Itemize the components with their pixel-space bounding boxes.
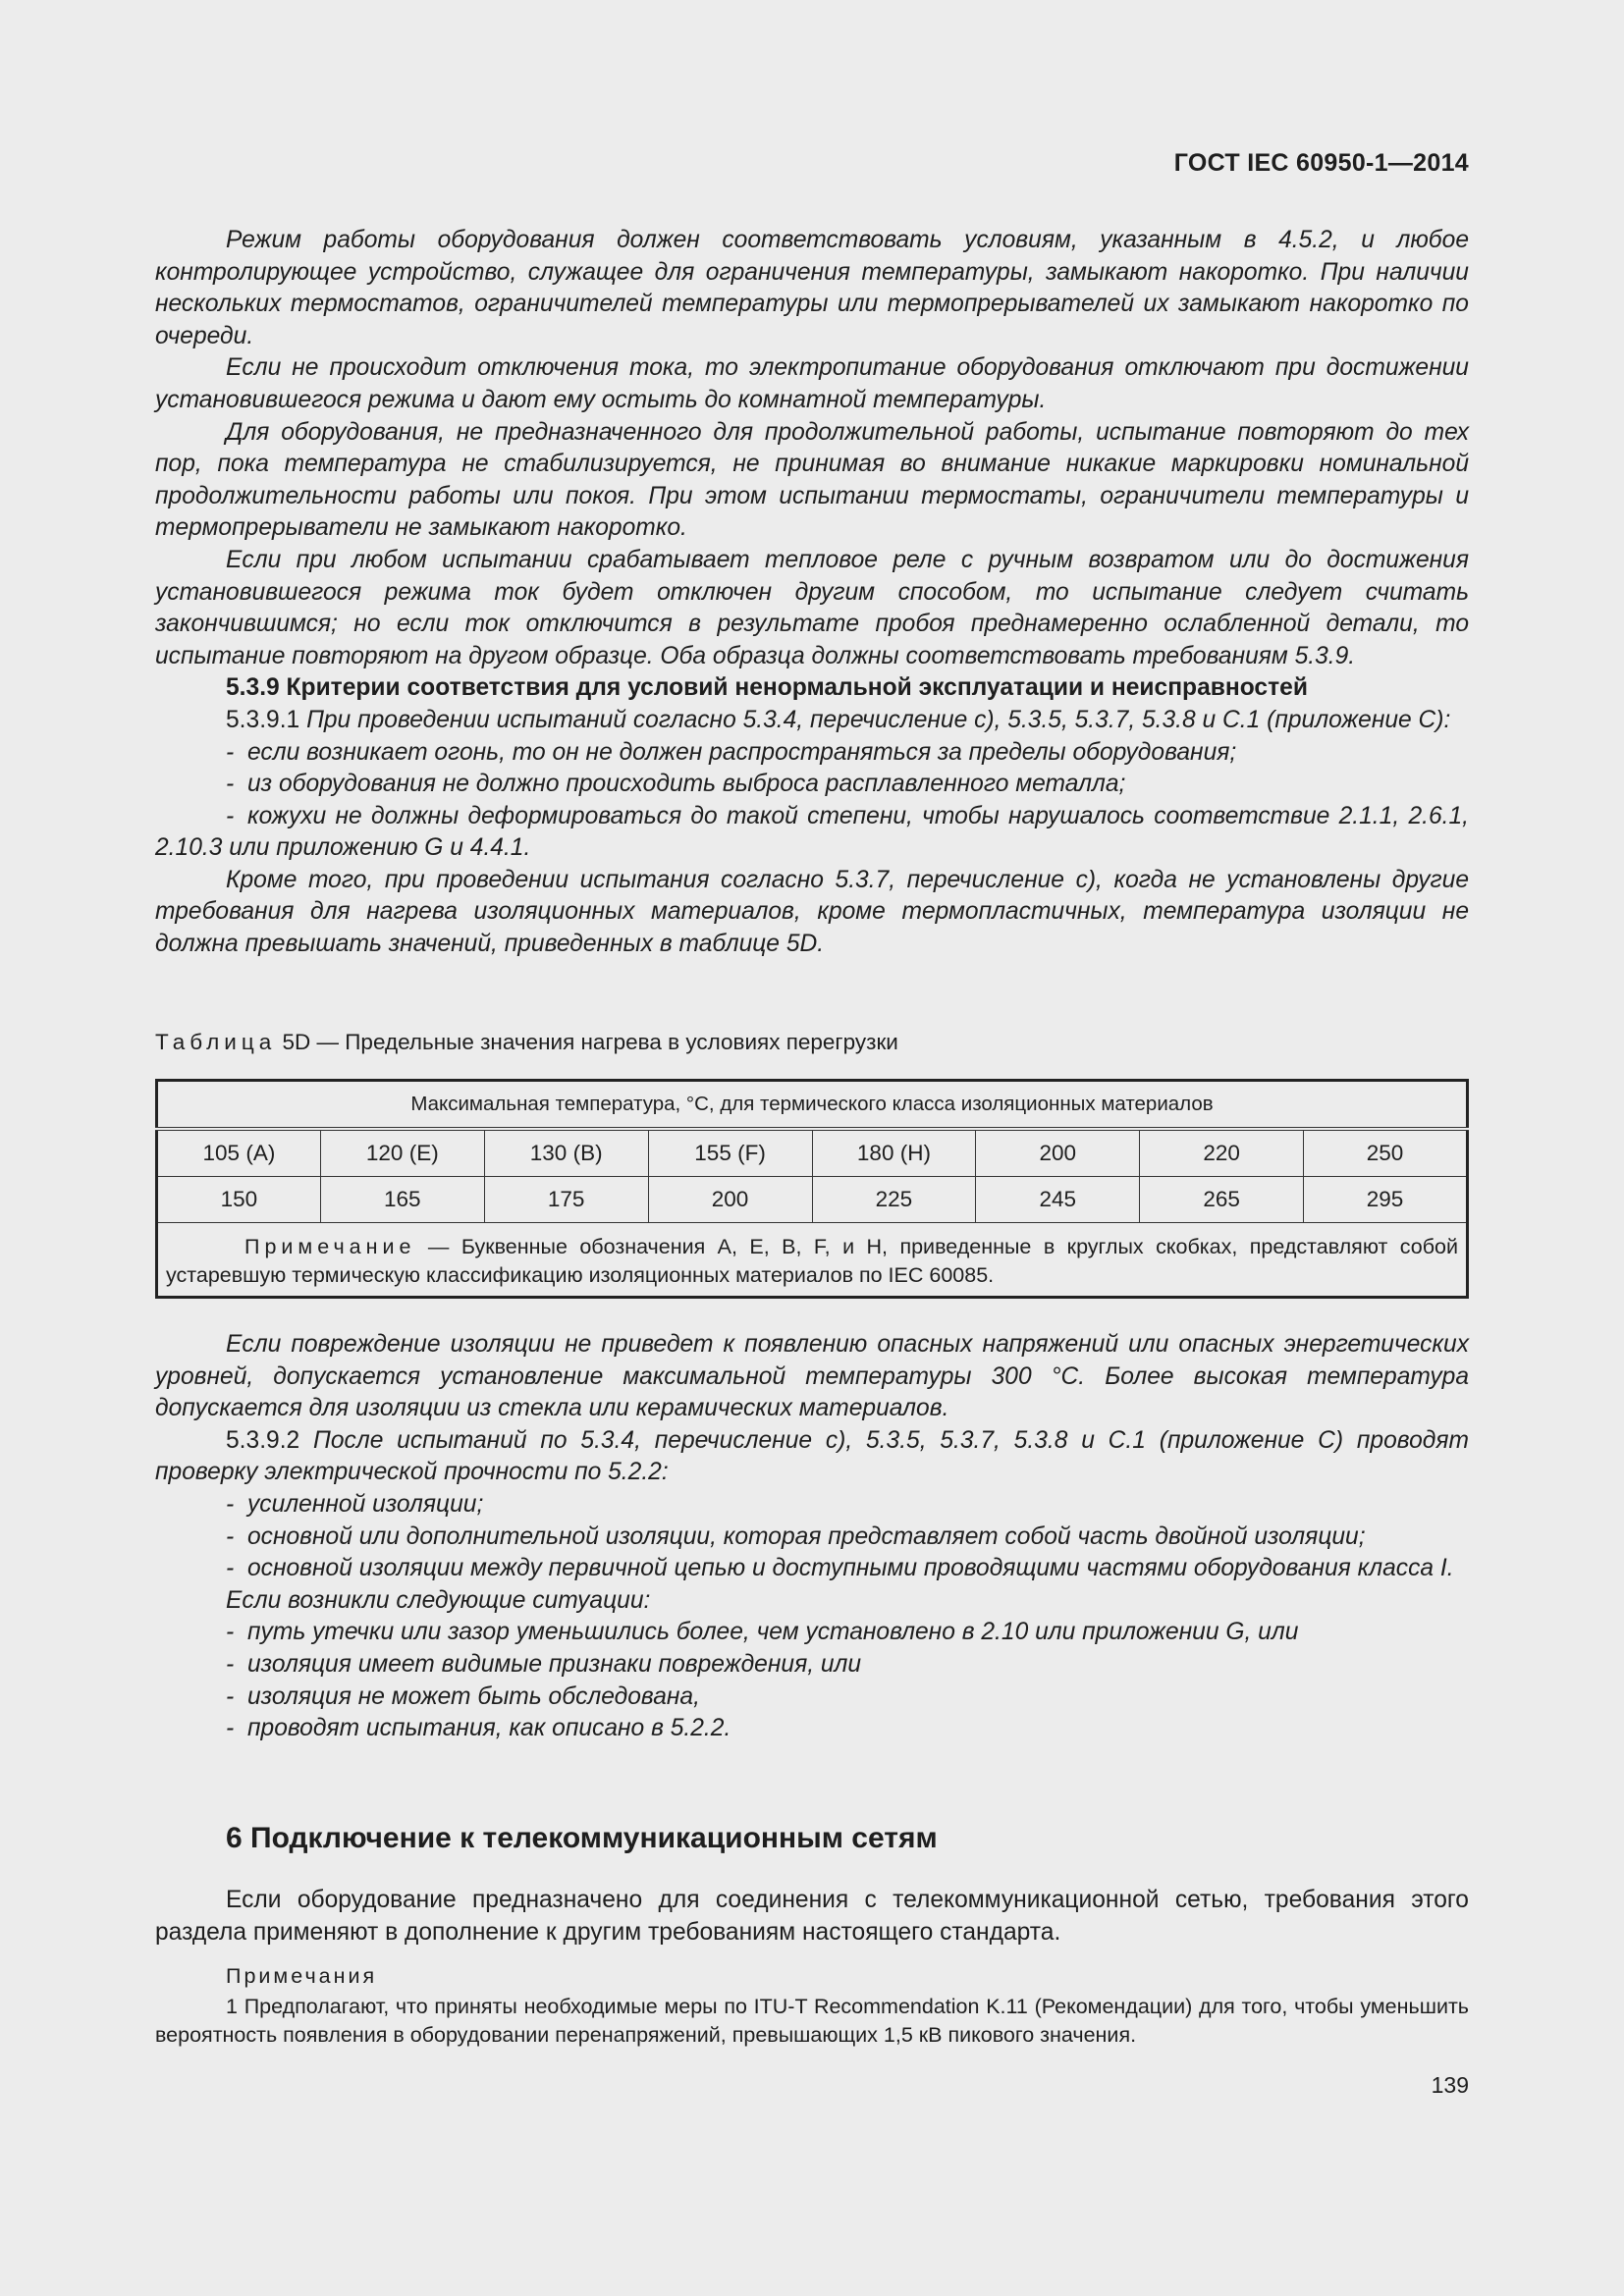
list-item: - основной или дополнительной изоляции, которая представляет собой часть двойной изоляции; <box>226 1522 1366 1550</box>
table-cell: 265 <box>1140 1177 1304 1223</box>
paragraph: Если при любом испытании срабатывает тепловое реле с ручным возвратом или до достижения установившегося режима ток будет отключен другим способом, то испытание следует считать закончившимся; но если ток отключится в результате пробоя преднамеренно ослабленной детали, то испытание повторяют на другом образце. Оба образца должны соответствовать требованиям 5.3.9. <box>155 546 1469 669</box>
list-item-text: основной или дополнительной изоляции, которая представляет собой часть двойной изоляции; <box>247 1522 1366 1550</box>
table-cell: 225 <box>812 1177 976 1223</box>
list-item: - изоляция не может быть обследована, <box>226 1682 700 1710</box>
list-item: - усиленной изоляции; <box>226 1490 484 1518</box>
paragraph: Если повреждение изоляции не приведет к появлению опасных напряжений или опасных энергетических уровней, допускается установление максимальной температуры 300 °С. Более высокая температура допускается для изоляции из стекла или керамических материалов. <box>155 1331 1469 1422</box>
list-item-text: изоляция имеет видимые признаки повреждения, или <box>247 1650 862 1678</box>
table-cell: 150 <box>157 1177 321 1223</box>
list-item-text: из оборудования не должно происходить выброса расплавленного металла; <box>247 771 1126 798</box>
list-item: - основной изоляции между первичной цепью и доступными проводящими частями оборудования класса I. <box>226 1555 1454 1582</box>
list-item-text: проводят испытания, как описано в 5.2.2. <box>247 1715 731 1742</box>
note-item: 1 Предполагают, что приняты необходимые меры по ITU-T Recommendation K.11 (Рекомендации) для того, чтобы уменьшить вероятность появления в оборудовании перенапряжений, превышающих 1,5 кВ пикового значения. <box>155 1995 1469 2047</box>
table-cell: 295 <box>1304 1177 1468 1223</box>
table-cell: 245 <box>976 1177 1140 1223</box>
table-cell: 165 <box>320 1177 484 1223</box>
table-row-temperatures <box>157 1177 1468 1223</box>
table-row-classes <box>157 1129 1468 1177</box>
table-cell: 175 <box>484 1177 648 1223</box>
table-caption-label: Таблица <box>155 1030 277 1054</box>
clause-number: 5.3.9.1 <box>226 706 300 733</box>
list-item: - изоляция имеет видимые признаки повреждения, или <box>226 1650 862 1678</box>
list-item: - путь утечки или зазор уменьшились более, чем установлено в 2.10 или приложении G, или <box>226 1619 1299 1646</box>
table-cell: 250 <box>1304 1129 1468 1177</box>
table-cell: 105 (A) <box>157 1129 321 1177</box>
paragraph: Кроме того, при проведении испытания согласно 5.3.7, перечисление с), когда не установлены другие требования для нагрева изоляционных материалов, кроме термопластичных, температура изоляции не должна превышать значений, приведенных в таблице 5D. <box>155 866 1469 958</box>
list-item: - проводят испытания, как описано в 5.2.2. <box>226 1715 731 1742</box>
table-note-text: — Буквенные обозначения А, Е, В, F, и Н, приведенные в круглых скобках, представляют собой устаревшую термическую классификацию изоляционных материалов по IEC 60085. <box>166 1235 1458 1287</box>
list-item-text: основной изоляции между первичной цепью и доступными проводящими частями оборудования класса I. <box>247 1555 1454 1582</box>
table-cell: 180 (H) <box>812 1129 976 1177</box>
clause-intro: После испытаний по 5.3.4, перечисление с), 5.3.5, 5.3.7, 5.3.8 и С.1 (приложение С) проводят проверку электрической прочности по 5.2.2: <box>155 1426 1469 1486</box>
table-cell: 130 (B) <box>484 1129 648 1177</box>
list-item: - кожухи не должны деформироваться до такой степени, чтобы нарушалось соответствие 2.1.1, 2.6.1, 2.10.3 или приложению G и 4.4.1. <box>155 802 1469 862</box>
clause-title: 5.3.9 Критерии соответствия для условий ненормальной эксплуатации и неисправностей <box>226 674 1308 702</box>
section-body <box>155 1885 1469 1949</box>
table-cell: 155 (F) <box>648 1129 812 1177</box>
table-caption-text: 5D — Предельные значения нагрева в условиях перегрузки <box>282 1030 898 1054</box>
clause-number: 5.3.9.2 <box>226 1426 300 1454</box>
list-item: - если возникает огонь, то он не должен распространяться за пределы оборудования; <box>226 738 1237 766</box>
document-id: ГОСТ IEC 60950-1—2014 <box>1173 149 1469 177</box>
notes-label: Примечания <box>226 1964 378 1988</box>
body-text-top <box>155 225 1469 961</box>
table-cell: 200 <box>648 1177 812 1223</box>
paragraph: Если не происходит отключения тока, то электропитание оборудования отключают при достижении установившегося режима и дают ему остыть до комнатной температуры. <box>155 354 1469 413</box>
paragraph: Если возникли следующие ситуации: <box>226 1586 651 1614</box>
clause-5-3-9-2 <box>155 1425 1469 1489</box>
paragraph: Если оборудование предназначено для соединения с телекоммуникационной сетью, требования этого раздела применяют в дополнение к другим требованиям настоящего стандарта. <box>155 1887 1469 1946</box>
list-item-text: если возникает огонь, то он не должен распространяться за пределы оборудования; <box>247 738 1237 766</box>
page-number: 139 <box>1431 2072 1469 2098</box>
paragraph: Для оборудования, не предназначенного для продолжительной работы, испытание повторяют до тех пор, пока температура не стабилизируется, не принимая во внимание никакие маркировки номинальной продолжительности работы или покоя. При этом испытании термостаты, ограничители температуры и термопрерыватели не замыкают накоротко. <box>155 418 1469 542</box>
paragraph: Режим работы оборудования должен соответствовать условиям, указанным в 4.5.2, и любое контролирующее устройство, служащее для ограничения температуры, замыкают накоротко. При наличии нескольких термостатов, ограничителей температуры или термопрерывателей их замыкают накоротко по очереди. <box>155 227 1469 349</box>
list-item-text: усиленной изоляции; <box>247 1490 484 1518</box>
body-text-after-table <box>155 1329 1469 1745</box>
list-item: - из оборудования не должно происходить выброса расплавленного металла; <box>226 771 1126 798</box>
table-5d <box>155 1079 1469 1299</box>
table-header: Максимальная температура, °С, для термического класса изоляционных материалов <box>157 1081 1468 1130</box>
list-item-text: кожухи не должны деформироваться до такой степени, чтобы нарушалось соответствие 2.1.1, 2.6.1, 2.10.3 или приложению G и 4.4.1. <box>155 802 1469 862</box>
clause-5-3-9-1 <box>155 705 1469 737</box>
list-item-text: изоляция не может быть обследована, <box>247 1682 700 1710</box>
list-item-text: путь утечки или зазор уменьшились более, чем установлено в 2.10 или приложении G, или <box>247 1619 1299 1646</box>
table-caption <box>155 1030 898 1055</box>
section-title: 6 Подключение к телекоммуникационным сетям <box>226 1822 938 1854</box>
table-cell: 200 <box>976 1129 1140 1177</box>
table-cell: 120 (E) <box>320 1129 484 1177</box>
table-note <box>157 1223 1468 1298</box>
table-note-label: Примечание <box>244 1235 416 1258</box>
table-cell: 220 <box>1140 1129 1304 1177</box>
clause-intro: При проведении испытаний согласно 5.3.4, перечисление с), 5.3.5, 5.3.7, 5.3.8 и С.1 (приложение С): <box>306 706 1451 733</box>
